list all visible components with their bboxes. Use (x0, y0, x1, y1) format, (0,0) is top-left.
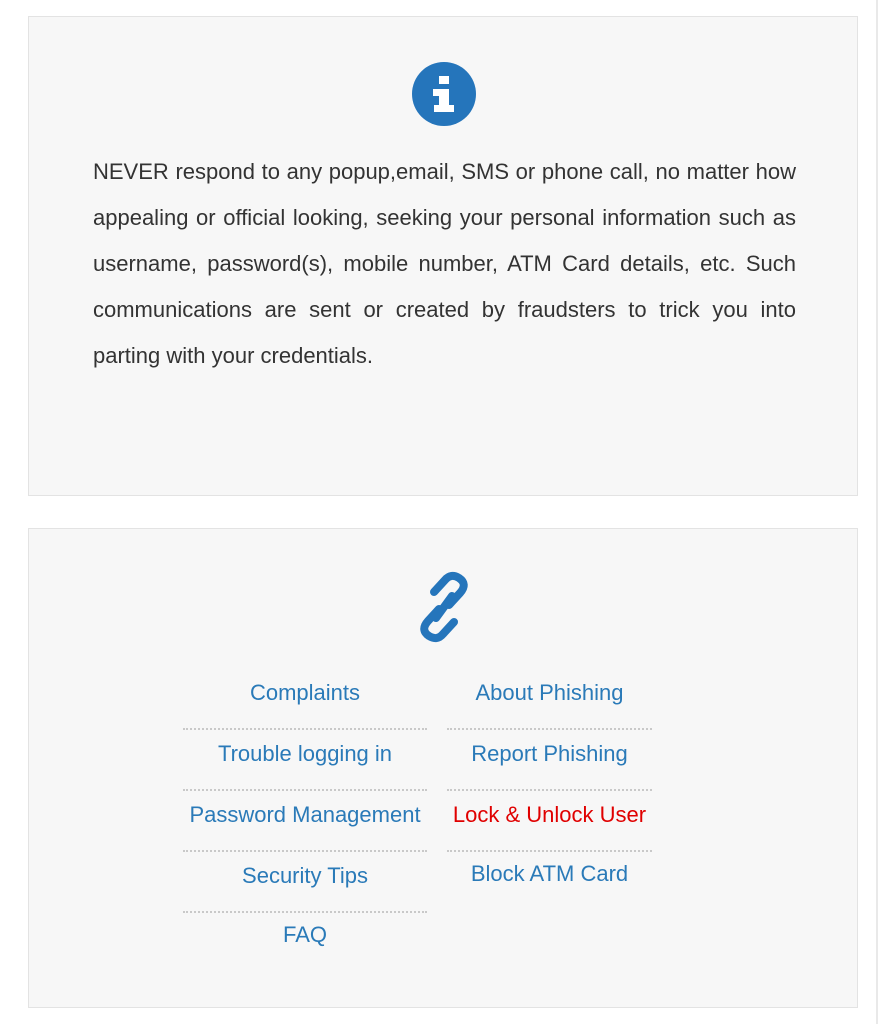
security-tips-link[interactable]: Security Tips (183, 852, 427, 913)
about-phishing-link[interactable]: About Phishing (447, 669, 652, 730)
link-chain-icon (412, 571, 476, 643)
complaints-link[interactable]: Complaints (183, 669, 427, 730)
lock-unlock-user-link[interactable]: Lock & Unlock User (447, 791, 652, 852)
password-management-link[interactable]: Password Management (183, 791, 427, 852)
security-notice-card (28, 16, 858, 496)
links-column-left (183, 669, 427, 957)
faq-link[interactable]: FAQ (282, 922, 327, 947)
links-column-right (447, 669, 652, 896)
quick-links-card (28, 528, 858, 1008)
trouble-logging-in-link[interactable]: Trouble logging in (183, 730, 427, 791)
page-edge-divider (876, 0, 878, 1024)
block-atm-card-link[interactable]: Block ATM Card (470, 861, 629, 886)
info-icon (412, 62, 476, 126)
security-notice-text: NEVER respond to any popup,email, SMS or phone call, no matter how appealing or official looking, seeking your personal information such as username, password(s), mobile number, ATM Card details, etc. Such communications are sent or created by fraudsters to trick you into parting with your credentials. (93, 159, 796, 368)
report-phishing-link[interactable]: Report Phishing (447, 730, 652, 791)
